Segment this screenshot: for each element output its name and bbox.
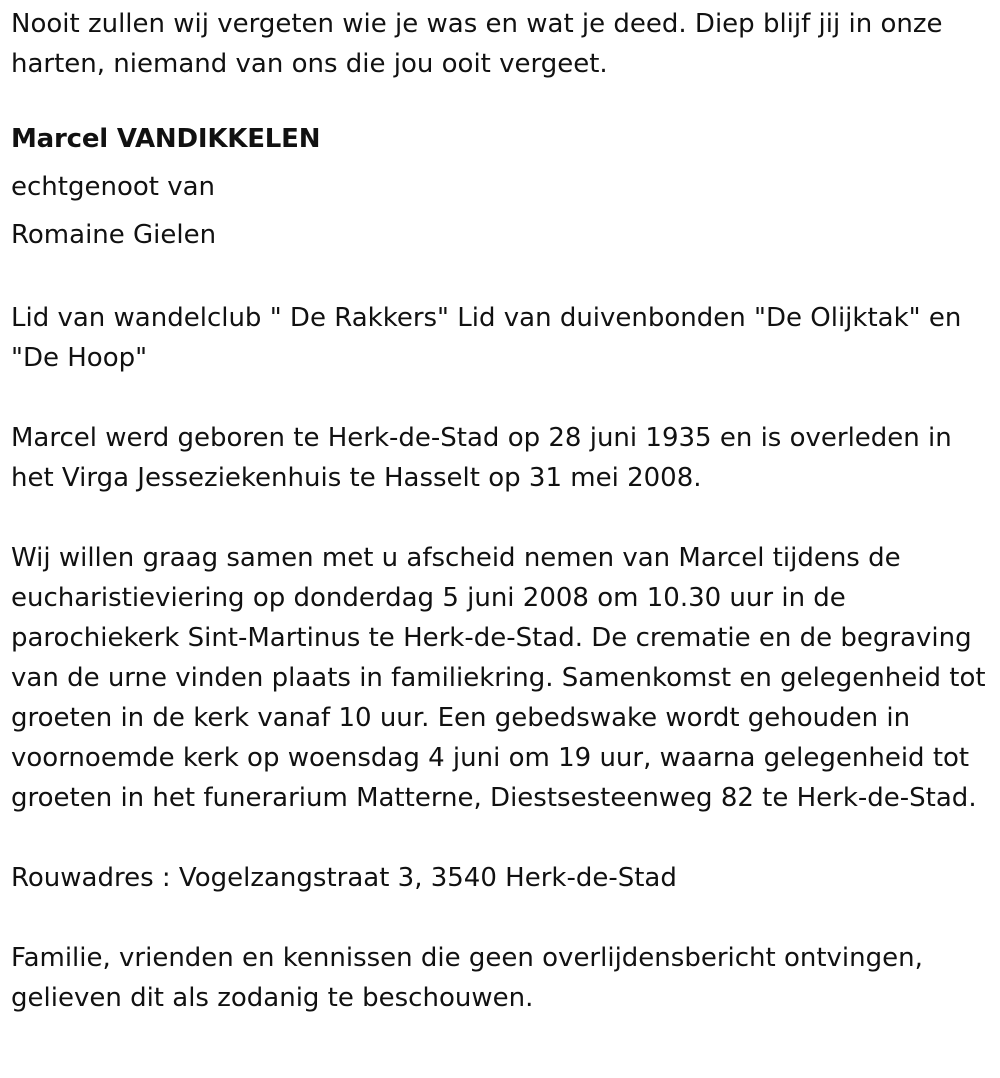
mourning-address: Rouwadres : Vogelzangstraat 3, 3540 Herk-de-Stad [11,863,677,893]
spouse-prefix: echtgenoot van [11,172,216,202]
spouse-name: Romaine Gielen [11,220,217,250]
deceased-name: Marcel VANDIKKELEN [11,124,321,154]
birth-death-text: Marcel werd geboren te Herk-de-Stad op 28 juni 1935 en is overleden in het Virga Jesseziekenhuis te Hasselt op 31 mei 2008. [11,423,952,493]
funeral-info-text: Wij willen graag samen met u afscheid nemen van Marcel tijdens de eucharistieviering op donderdag 5 juni 2008 om 10.30 uur in de parochiekerk Sint-Martinus te Herk-de-Stad. De crematie en de begraving van de urne vinden plaats in familiekring. Samenkomst en gelegenheid tot groeten in de kerk vanaf 10 uur. Een gebedswake wordt gehouden in voornoemde kerk op woensdag 4 juni om 19 uur, waarna gelegenheid tot groeten in het funerarium Matterne, Diestsesteenweg 82 te Herk-de-Stad. [11,543,986,813]
closing-note: Familie, vrienden en kennissen die geen overlijdensbericht ontvingen, gelieven dit als zodanig te beschouwen. [11,943,923,1013]
memberships-text: Lid van wandelclub " De Rakkers" Lid van duivenbonden "De Olijktak" en "De Hoop" [11,303,962,373]
intro-text: Nooit zullen wij vergeten wie je was en wat je deed. Diep blijf jij in onze harten, niemand van ons die jou ooit vergeet. [11,9,943,79]
